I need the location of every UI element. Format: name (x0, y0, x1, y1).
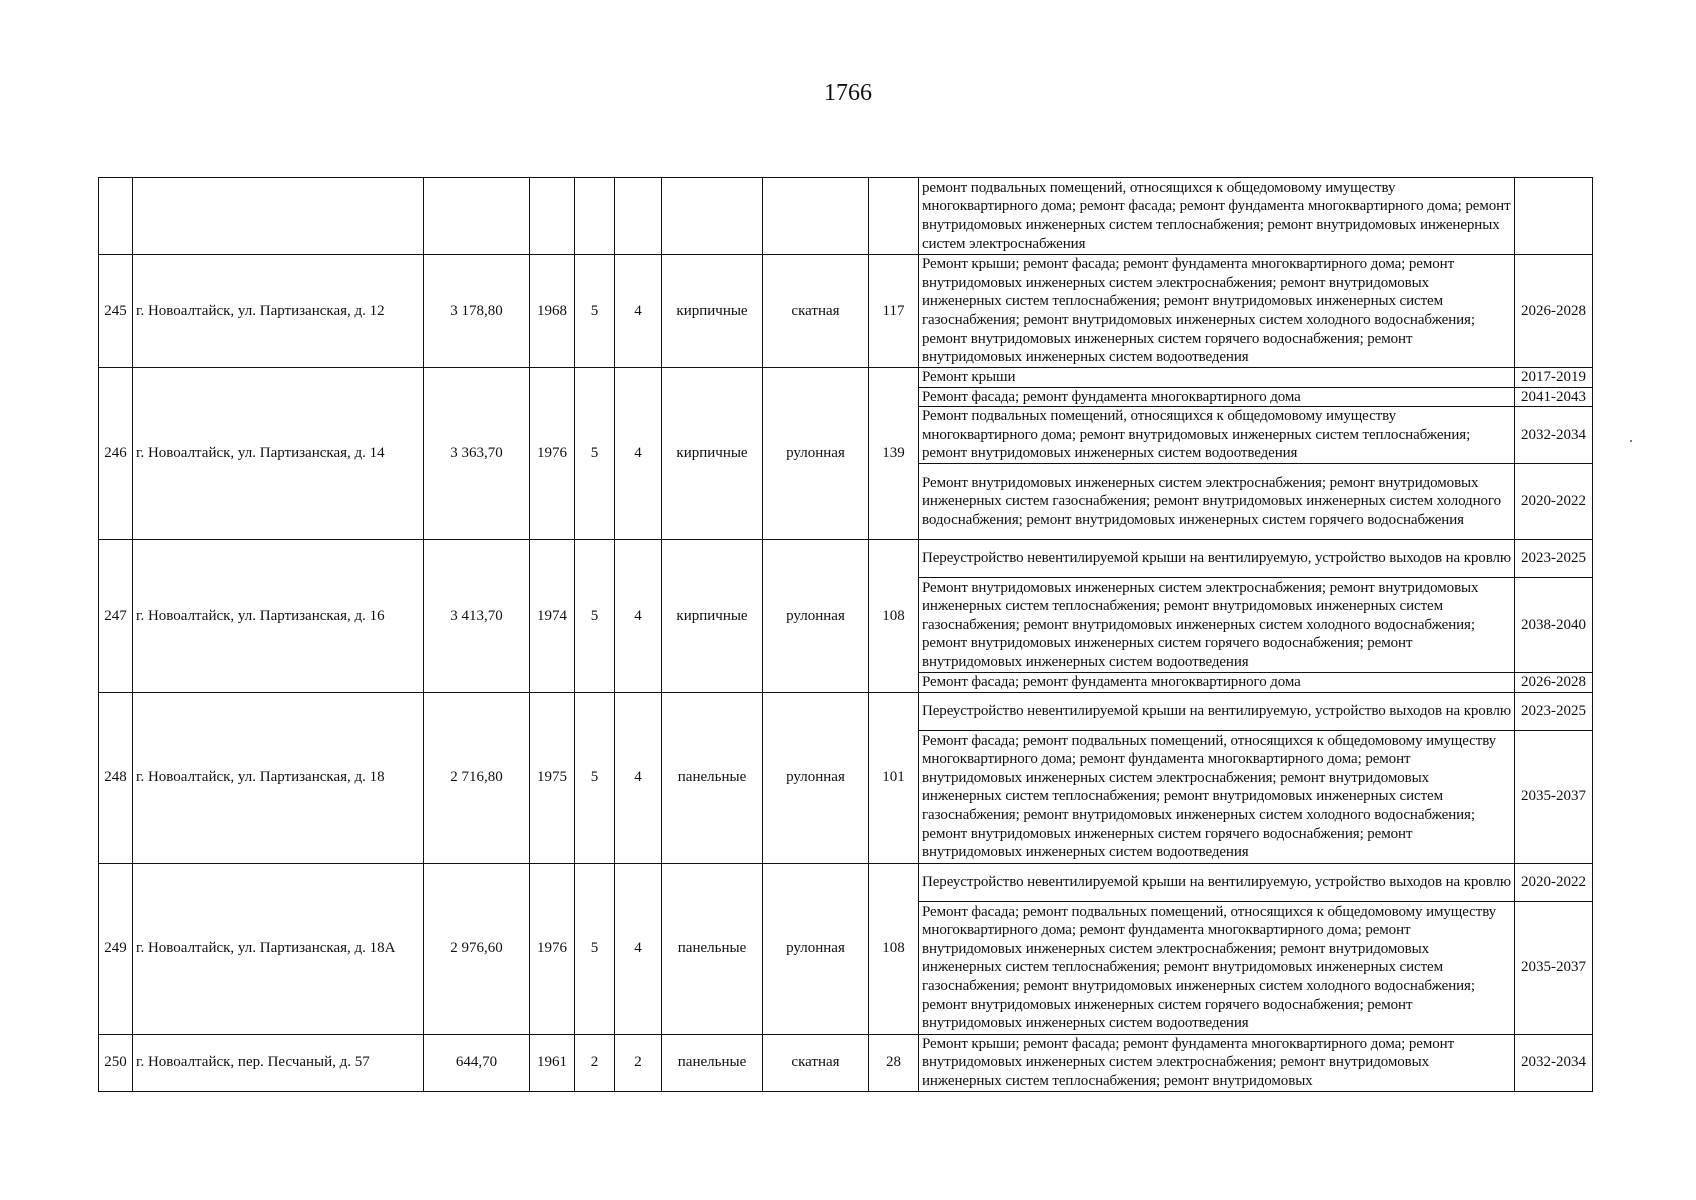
floors: 5 (575, 255, 615, 368)
address: г. Новоалтайск, ул. Партизанская, д. 18 (133, 692, 424, 863)
apartments: 101 (869, 692, 919, 863)
work-period: 2038-2040 (1515, 578, 1593, 673)
wall-material: кирпичные (662, 368, 763, 540)
total-area: 3 178,80 (424, 255, 530, 368)
row-number: 250 (99, 1034, 133, 1091)
address: г. Новоалтайск, ул. Партизанская, д. 18А (133, 863, 424, 1034)
address: г. Новоалтайск, ул. Партизанская, д. 16 (133, 540, 424, 693)
roof-type: скатная (763, 1034, 869, 1091)
work-period: 2041-2043 (1515, 387, 1593, 407)
work-period: 2026-2028 (1515, 673, 1593, 693)
address: г. Новоалтайск, пер. Песчаный, д. 57 (133, 1034, 424, 1091)
entrances: 4 (615, 368, 662, 540)
total-area: 644,70 (424, 1034, 530, 1091)
work-description: Ремонт фасада; ремонт фундамента многоквартирного дома (919, 387, 1515, 407)
work-period: 2032-2034 (1515, 1034, 1593, 1091)
year-built: 1976 (530, 863, 575, 1034)
entrances: 4 (615, 692, 662, 863)
address: г. Новоалтайск, ул. Партизанская, д. 14 (133, 368, 424, 540)
work-description: Ремонт фасада; ремонт подвальных помещений, относящихся к общедомовому имуществу многоквартирного дома; ремонт фундамента многоквартирного дома; ремонт внутридомовых инженерных систем электроснабжения; ремонт внутридомовых инженерных систем теплоснабжения; ремонт внутридомовых инженерных систем газоснабжения; ремонт внутридомовых инженерных систем холодного водоснабжения; ремонт внутридомовых инженерных систем горячего водоснабжения; ремонт внутридомовых инженерных систем водоотведения (919, 901, 1515, 1034)
year-built: 1961 (530, 1034, 575, 1091)
row-number: 247 (99, 540, 133, 693)
total-area: 2 716,80 (424, 692, 530, 863)
row-number (99, 178, 133, 255)
table-row (99, 255, 1593, 368)
work-period: 2026-2028 (1515, 255, 1593, 368)
repair-schedule-table (98, 177, 1593, 1092)
work-period: 2035-2037 (1515, 730, 1593, 863)
work-period: 2017-2019 (1515, 368, 1593, 388)
work-description: Переустройство невентилируемой крыши на вентилируемую, устройство выходов на кровлю (919, 692, 1515, 730)
year-built: 1968 (530, 255, 575, 368)
work-period: 2020-2022 (1515, 863, 1593, 901)
address (133, 178, 424, 255)
total-area: 3 413,70 (424, 540, 530, 693)
row-number: 249 (99, 863, 133, 1034)
work-description: Ремонт крыши (919, 368, 1515, 388)
wall-material: панельные (662, 1034, 763, 1091)
table-row (99, 692, 1593, 730)
table-row (99, 1034, 1593, 1091)
entrances (615, 178, 662, 255)
work-description: Ремонт крыши; ремонт фасада; ремонт фундамента многоквартирного дома; ремонт внутридомовых инженерных систем электроснабжения; ремонт внутридомовых инженерных систем теплоснабжения; ремонт внутридомовых (919, 1034, 1515, 1091)
apartments (869, 178, 919, 255)
work-description: Переустройство невентилируемой крыши на вентилируемую, устройство выходов на кровлю (919, 540, 1515, 578)
year-built: 1974 (530, 540, 575, 693)
work-description: Ремонт внутридомовых инженерных систем электроснабжения; ремонт внутридомовых инженерных систем газоснабжения; ремонт внутридомовых инженерных систем холодного водоснабжения; ремонт внутридомовых инженерных систем горячего водоснабжения (919, 464, 1515, 540)
row-number: 248 (99, 692, 133, 863)
work-description: Переустройство невентилируемой крыши на вентилируемую, устройство выходов на кровлю (919, 863, 1515, 901)
wall-material (662, 178, 763, 255)
roof-type: рулонная (763, 863, 869, 1034)
floors: 5 (575, 692, 615, 863)
wall-material: кирпичные (662, 540, 763, 693)
work-description: ремонт подвальных помещений, относящихся к общедомовому имуществу многоквартирного дома; ремонт фасада; ремонт фундамента многоквартирного дома; ремонт внутридомовых инженерных систем теплоснабжения; ремонт внутридомовых инженерных систем электроснабжения (919, 178, 1515, 255)
entrances: 4 (615, 863, 662, 1034)
apartments: 28 (869, 1034, 919, 1091)
scan-speck (1630, 440, 1632, 442)
floors: 5 (575, 863, 615, 1034)
row-number: 246 (99, 368, 133, 540)
roof-type: скатная (763, 255, 869, 368)
wall-material: панельные (662, 692, 763, 863)
floors: 2 (575, 1034, 615, 1091)
year-built: 1976 (530, 368, 575, 540)
total-area (424, 178, 530, 255)
work-description: Ремонт фасада; ремонт фундамента многоквартирного дома (919, 673, 1515, 693)
table-row (99, 863, 1593, 901)
entrances: 2 (615, 1034, 662, 1091)
floors: 5 (575, 540, 615, 693)
total-area: 3 363,70 (424, 368, 530, 540)
table-row (99, 368, 1593, 388)
work-period: 2035-2037 (1515, 901, 1593, 1034)
year-built: 1975 (530, 692, 575, 863)
roof-type: рулонная (763, 540, 869, 693)
address: г. Новоалтайск, ул. Партизанская, д. 12 (133, 255, 424, 368)
work-period: 2032-2034 (1515, 407, 1593, 464)
work-description: Ремонт крыши; ремонт фасада; ремонт фундамента многоквартирного дома; ремонт внутридомовых инженерных систем электроснабжения; ремонт внутридомовых инженерных систем теплоснабжения; ремонт внутридомовых инженерных систем газоснабжения; ремонт внутридомовых инженерных систем холодного водоснабжения; ремонт внутридомовых инженерных систем горячего водоснабжения; ремонт внутридомовых инженерных систем водоотведения (919, 255, 1515, 368)
roof-type: рулонная (763, 368, 869, 540)
work-period: 2023-2025 (1515, 692, 1593, 730)
apartments: 139 (869, 368, 919, 540)
work-period (1515, 178, 1593, 255)
table-row (99, 540, 1593, 578)
row-number: 245 (99, 255, 133, 368)
page-number: 1766 (824, 80, 872, 106)
total-area: 2 976,60 (424, 863, 530, 1034)
work-description: Ремонт подвальных помещений, относящихся к общедомовому имуществу многоквартирного дома; ремонт внутридомовых инженерных систем теплоснабжения; ремонт внутридомовых инженерных систем водоотведения (919, 407, 1515, 464)
work-period: 2023-2025 (1515, 540, 1593, 578)
work-period: 2020-2022 (1515, 464, 1593, 540)
wall-material: кирпичные (662, 255, 763, 368)
work-description: Ремонт внутридомовых инженерных систем электроснабжения; ремонт внутридомовых инженерных систем теплоснабжения; ремонт внутридомовых инженерных систем газоснабжения; ремонт внутридомовых инженерных систем холодного водоснабжения; ремонт внутридомовых инженерных систем горячего водоснабжения; ремонт внутридомовых инженерных систем водоотведения (919, 578, 1515, 673)
apartments: 108 (869, 863, 919, 1034)
year-built (530, 178, 575, 255)
entrances: 4 (615, 540, 662, 693)
floors: 5 (575, 368, 615, 540)
wall-material: панельные (662, 863, 763, 1034)
table-row (99, 178, 1593, 255)
roof-type: рулонная (763, 692, 869, 863)
work-description: Ремонт фасада; ремонт подвальных помещений, относящихся к общедомовому имуществу многоквартирного дома; ремонт фундамента многоквартирного дома; ремонт внутридомовых инженерных систем электроснабжения; ремонт внутридомовых инженерных систем теплоснабжения; ремонт внутридомовых инженерных систем газоснабжения; ремонт внутридомовых инженерных систем холодного водоснабжения; ремонт внутридомовых инженерных систем горячего водоснабжения; ремонт внутридомовых инженерных систем водоотведения (919, 730, 1515, 863)
entrances: 4 (615, 255, 662, 368)
roof-type (763, 178, 869, 255)
apartments: 108 (869, 540, 919, 693)
apartments: 117 (869, 255, 919, 368)
floors (575, 178, 615, 255)
